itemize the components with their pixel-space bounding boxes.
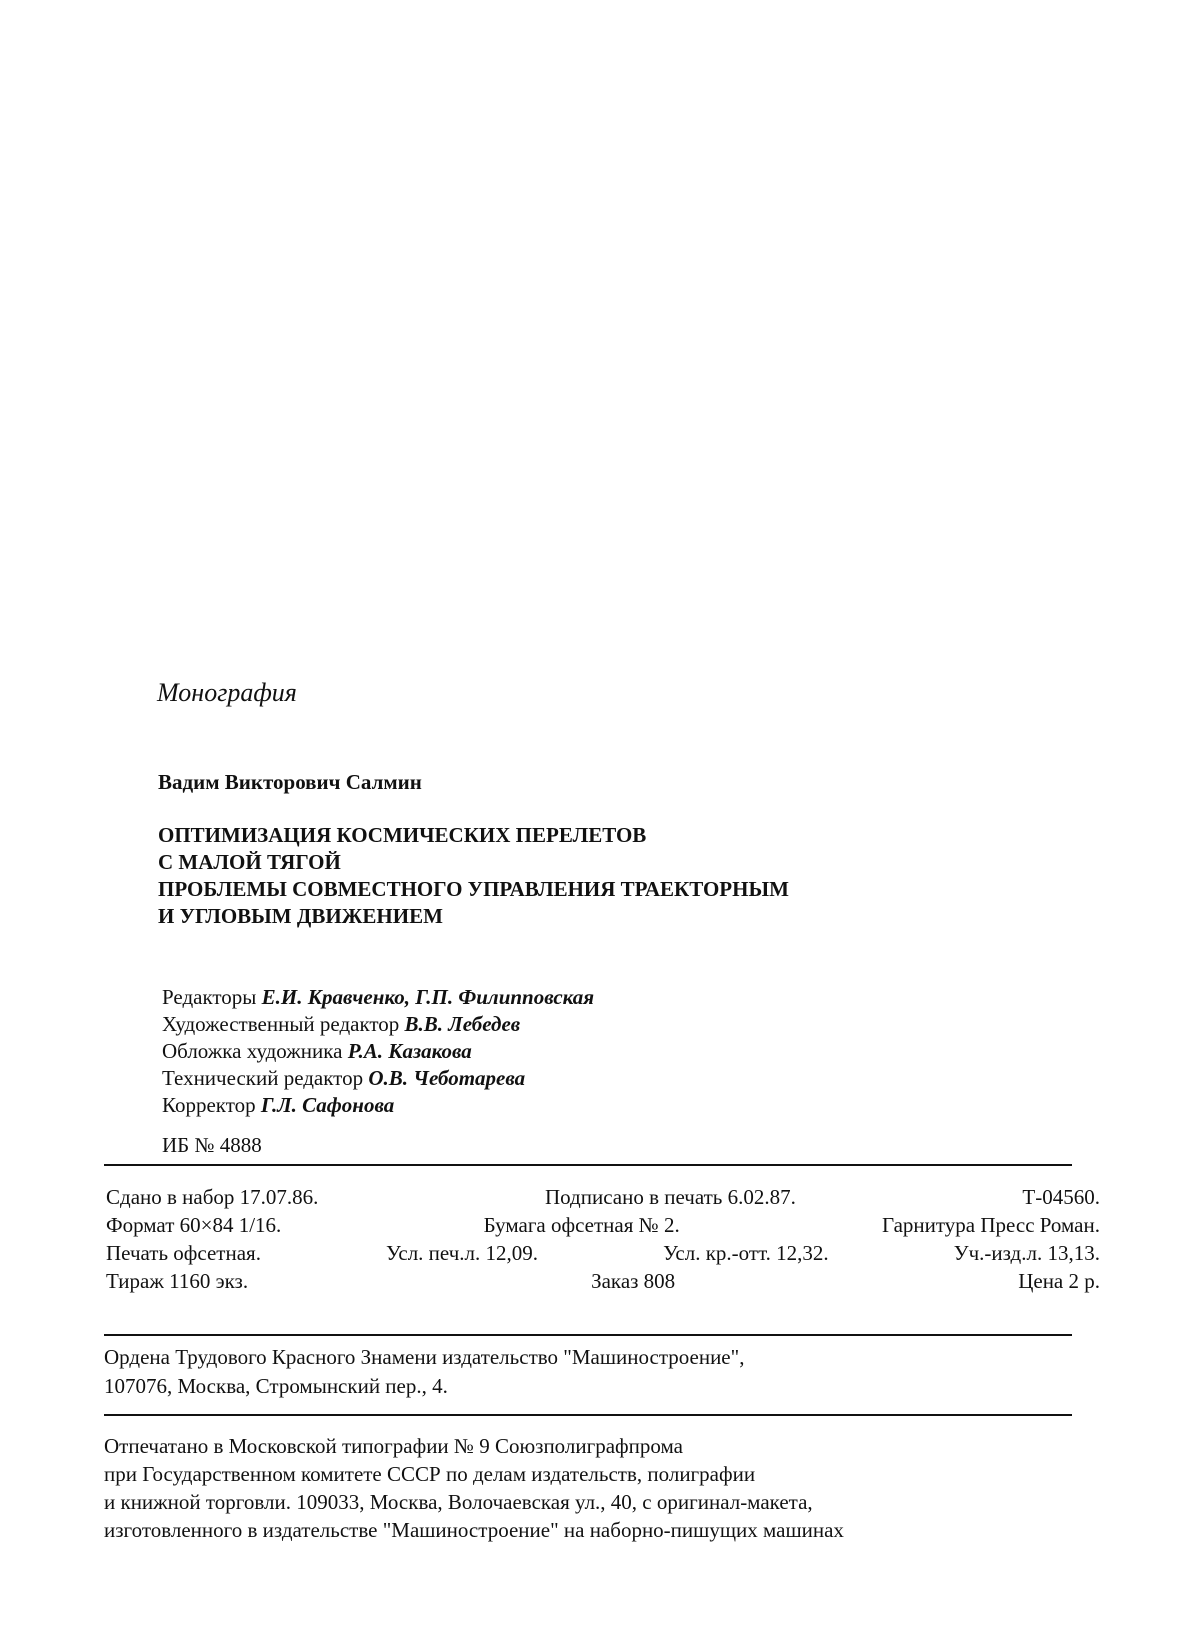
title-line: И УГЛОВЫМ ДВИЖЕНИЕМ xyxy=(158,904,443,928)
divider xyxy=(104,1334,1072,1336)
staff-names: Р.А. Казакова xyxy=(347,1039,472,1063)
imprint-cell: Уч.-изд.л. 13,13. xyxy=(953,1241,1100,1265)
publisher-line: 107076, Москва, Стромынский пер., 4. xyxy=(104,1374,448,1398)
imprint-cell: Цена 2 р. xyxy=(1018,1269,1100,1293)
imprint-cell: Т-04560. xyxy=(1022,1185,1100,1209)
author-name: Вадим Викторович Салмин xyxy=(158,770,422,794)
staff-names: Е.И. Кравченко, Г.П. Филипповская xyxy=(261,985,595,1009)
imprint-cell: Гарнитура Пресс Роман. xyxy=(881,1213,1100,1237)
imprint-cell: Заказ 808 xyxy=(591,1269,676,1293)
imprint-cell: Бумага офсетная № 2. xyxy=(483,1213,680,1237)
staff-role: Художественный редактор xyxy=(162,1012,405,1036)
staff-names: В.В. Лебедев xyxy=(404,1012,521,1036)
imprint-cell: Сдано в набор 17.07.86. xyxy=(106,1185,319,1209)
title-line: ОПТИМИЗАЦИЯ КОСМИЧЕСКИХ ПЕРЕЛЕТОВ xyxy=(158,823,647,847)
staff-role: Редакторы xyxy=(162,985,262,1009)
imprint-row xyxy=(106,1211,1100,1239)
imprint-cell: Тираж 1160 экз. xyxy=(106,1269,249,1293)
title-line: ПРОБЛЕМЫ СОВМЕСТНОГО УПРАВЛЕНИЯ ТРАЕКТОРНЫМ xyxy=(158,877,789,901)
imprint-cell: Усл. кр.-отт. 12,32. xyxy=(663,1241,829,1265)
staff-line xyxy=(162,1092,594,1119)
imprint-row xyxy=(106,1183,1100,1211)
printer-line: изготовленного в издательстве "Машиностроение" на наборно-пишущих машинах xyxy=(104,1518,844,1542)
ib-number: ИБ № 4888 xyxy=(162,1133,262,1157)
staff-line xyxy=(162,1038,594,1065)
staff-names: Г.Л. Сафонова xyxy=(260,1093,395,1117)
printer-block xyxy=(104,1432,844,1544)
staff-line xyxy=(162,984,594,1011)
title-line: С МАЛОЙ ТЯГОЙ xyxy=(158,850,341,874)
staff-role: Обложка художника xyxy=(162,1039,348,1063)
publisher-block xyxy=(104,1343,744,1401)
imprint-cell: Подписано в печать 6.02.87. xyxy=(544,1185,796,1209)
imprint-block xyxy=(106,1183,1100,1295)
staff-names: О.В. Чеботарева xyxy=(368,1066,526,1090)
book-title xyxy=(158,822,789,930)
staff-role: Технический редактор xyxy=(162,1066,369,1090)
imprint-cell: Усл. печ.л. 12,09. xyxy=(386,1241,539,1265)
imprint-cell: Печать офсетная. xyxy=(106,1241,261,1265)
printer-line: Отпечатано в Московской типографии № 9 Союзполиграфпрома xyxy=(104,1434,683,1458)
imprint-row xyxy=(106,1239,1100,1267)
printer-line: при Государственном комитете СССР по делам издательств, полиграфии xyxy=(104,1462,756,1486)
publisher-line: Ордена Трудового Красного Знамени издательство "Машиностроение", xyxy=(104,1345,745,1369)
genre-label: Монография xyxy=(157,678,297,707)
divider xyxy=(104,1164,1072,1166)
staff-role: Корректор xyxy=(162,1093,261,1117)
imprint-row xyxy=(106,1267,1100,1295)
divider xyxy=(104,1414,1072,1416)
printer-line: и книжной торговли. 109033, Москва, Волочаевская ул., 40, с оригинал-макета, xyxy=(104,1490,813,1514)
staff-line xyxy=(162,1065,594,1092)
staff-credits xyxy=(162,984,594,1119)
imprint-cell: Формат 60×84 1/16. xyxy=(106,1213,282,1237)
staff-line xyxy=(162,1011,594,1038)
